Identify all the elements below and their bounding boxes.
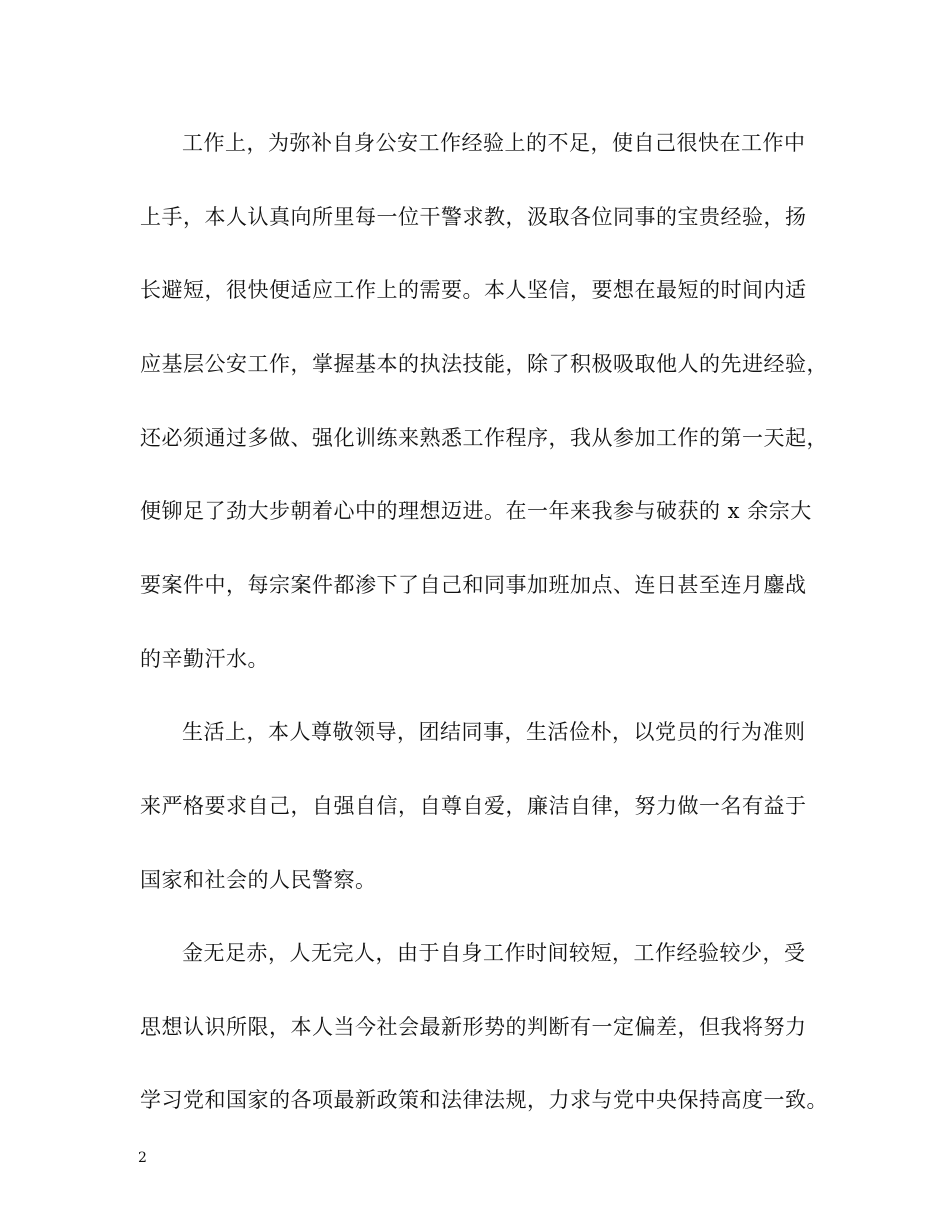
text-line: 的辛勤汗水。: [140, 647, 269, 671]
text-line: 要案件中，每宗案件都渗下了自己和同事加班加点、连日甚至连月鏖战: [140, 573, 807, 597]
text-line: 长避短，很快便适应工作上的需要。本人坚信，要想在最短的时间内适: [140, 278, 807, 302]
text-line: 应基层公安工作，掌握基本的执法技能，除了积极吸取他人的先进经验，: [140, 352, 828, 376]
text-line: 工作上，为弥补自身公安工作经验上的不足，使自己很快在工作中: [182, 131, 806, 155]
text-line: 便铆足了劲大步朝着心中的理想迈进。在一年来我参与破获的 x 余宗大: [140, 499, 812, 523]
text-line: 生活上，本人尊敬领导，团结同事，生活俭朴，以党员的行为准则: [182, 720, 806, 744]
text-line: 还必须通过多做、强化训练来熟悉工作程序，我从参加工作的第一天起，: [140, 426, 828, 450]
text-line: 国家和社会的人民警察。: [140, 868, 377, 892]
text-line: 上手，本人认真向所里每一位干警求教，汲取各位同事的宝贵经验，扬: [140, 205, 807, 229]
text-line: 思想认识所限，本人当今社会最新形势的判断有一定偏差，但我将努力: [140, 1015, 807, 1039]
text-line: 金无足赤，人无完人，由于自身工作时间较短，工作经验较少，受: [182, 941, 806, 965]
page-number: 2: [138, 1150, 147, 1166]
text-line: 来严格要求自己，自强自信，自尊自爱，廉洁自律，努力做一名有益于: [140, 794, 807, 818]
text-line: 学习党和国家的各项最新政策和法律法规，力求与党中央保持高度一致。: [140, 1088, 828, 1112]
